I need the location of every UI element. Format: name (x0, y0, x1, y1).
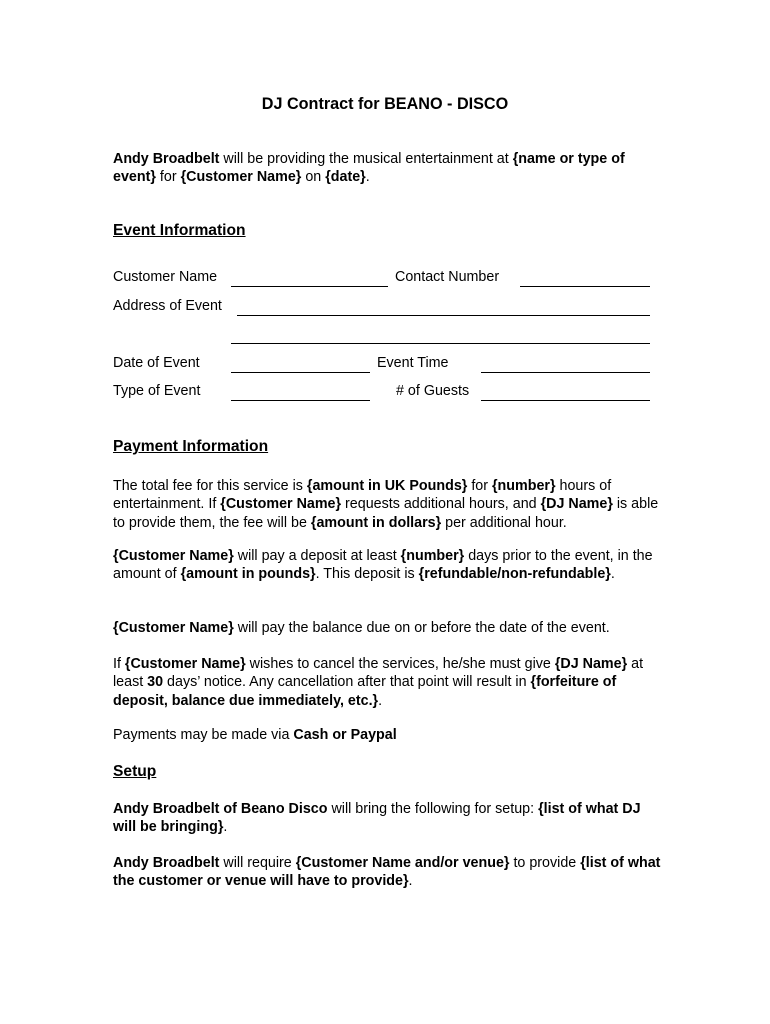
setup-heading: Setup (113, 763, 157, 780)
balance-paragraph (113, 619, 661, 637)
guests-field[interactable] (481, 400, 650, 401)
refund-placeholder: {refundable/non-refundable} (418, 566, 611, 583)
customer-placeholder: {Customer Name} (180, 169, 302, 186)
customer-placeholder: {Customer Name} (220, 496, 342, 513)
customer-venue-placeholder: {Customer Name and/or venue} (295, 855, 510, 871)
dj-placeholder: {DJ Name} (554, 656, 628, 672)
address-label: Address of Event (113, 298, 222, 314)
paragraph-text: days’ notice. Any cancellation after that point will result in (163, 674, 531, 691)
date-field[interactable] (231, 372, 370, 373)
paragraph-text: . This deposit is (315, 566, 419, 583)
paragraph-text: will pay a deposit at least (233, 548, 401, 564)
paragraph-text: requests additional hours, and (341, 496, 541, 513)
paragraph-text: is able to provide them, the fee will be (113, 496, 659, 531)
payment-methods: Cash or Paypal (293, 727, 397, 743)
number-placeholder: {number} (400, 548, 465, 564)
paragraph-text: for (467, 478, 492, 494)
list-placeholder: {list of what the customer or venue will have to provide} (113, 855, 661, 890)
time-field[interactable] (481, 372, 650, 373)
payment-info-heading: Payment Information (113, 438, 269, 455)
paragraph-text: If (113, 656, 125, 672)
paragraph-text: The total fee for this service is (113, 478, 307, 494)
paragraph-text: to provide (509, 855, 581, 871)
type-field[interactable] (231, 400, 370, 401)
payment-methods-paragraph (113, 726, 661, 744)
event-placeholder: {name or type of event} (113, 151, 625, 186)
setup-paragraph (113, 800, 661, 837)
customer-placeholder: {Customer Name} (113, 620, 234, 636)
event-info-heading: Event Information (113, 222, 246, 239)
paragraph-text: Payments may be made via (113, 727, 294, 743)
paragraph-text: at least (113, 656, 644, 691)
type-label: Type of Event (113, 383, 201, 399)
contact-number-label: Contact Number (395, 269, 500, 285)
dj-placeholder: {DJ Name} (540, 496, 613, 513)
paragraph-text: . (378, 692, 383, 709)
address-field-line-2[interactable] (231, 343, 650, 344)
deposit-paragraph (113, 547, 661, 584)
date-placeholder: {date} (325, 169, 366, 186)
intro-text: on (301, 169, 326, 186)
customer-placeholder: {Customer Name} (124, 656, 246, 672)
paragraph-text: . (408, 873, 413, 890)
dj-name: Andy Broadbelt (113, 855, 220, 871)
time-label: Event Time (377, 355, 449, 371)
dj-name: Andy Broadbelt of Beano Disco (113, 801, 328, 817)
intro-text: will be providing the musical entertainment at (219, 151, 513, 167)
customer-name-label: Customer Name (113, 269, 218, 285)
guests-label: # of Guests (396, 383, 470, 399)
notice-days: 30 (147, 674, 164, 691)
customer-placeholder: {Customer Name} (113, 548, 234, 564)
paragraph-text: . (223, 819, 228, 836)
amount-placeholder: {amount in UK Pounds} (306, 478, 468, 494)
number-placeholder: {number} (491, 478, 556, 494)
intro-text: for (155, 169, 181, 186)
address-field-line-1[interactable] (237, 315, 650, 316)
date-label: Date of Event (113, 355, 200, 371)
dj-name: Andy Broadbelt (113, 151, 220, 167)
list-placeholder: {list of what DJ will be bringing} (113, 801, 641, 836)
paragraph-text: will pay the balance due on or before the date of the event. (233, 620, 610, 636)
page-title: DJ Contract for BEANO - DISCO (261, 95, 509, 113)
contact-number-field[interactable] (520, 286, 650, 287)
forfeit-placeholder: {forfeiture of deposit, balance due immediately, etc.} (113, 674, 617, 709)
cancellation-paragraph (113, 655, 661, 710)
payment-fee-paragraph (113, 477, 661, 532)
paragraph-text: will require (219, 855, 296, 871)
paragraph-text: per additional hour. (441, 514, 567, 531)
intro-paragraph (113, 150, 661, 187)
paragraph-text: . (610, 566, 615, 583)
requirements-paragraph (113, 854, 661, 891)
dollars-placeholder: {amount in dollars} (310, 514, 442, 531)
paragraph-text: days prior to the event, in the amount of (113, 548, 653, 583)
paragraph-text: wishes to cancel the services, he/she must give (245, 656, 555, 672)
intro-text: . (365, 169, 370, 186)
customer-name-field[interactable] (231, 286, 388, 287)
paragraph-text: hours of entertainment. If (113, 478, 612, 513)
pounds-placeholder: {amount in pounds} (180, 566, 316, 583)
paragraph-text: will bring the following for setup: (327, 801, 539, 817)
